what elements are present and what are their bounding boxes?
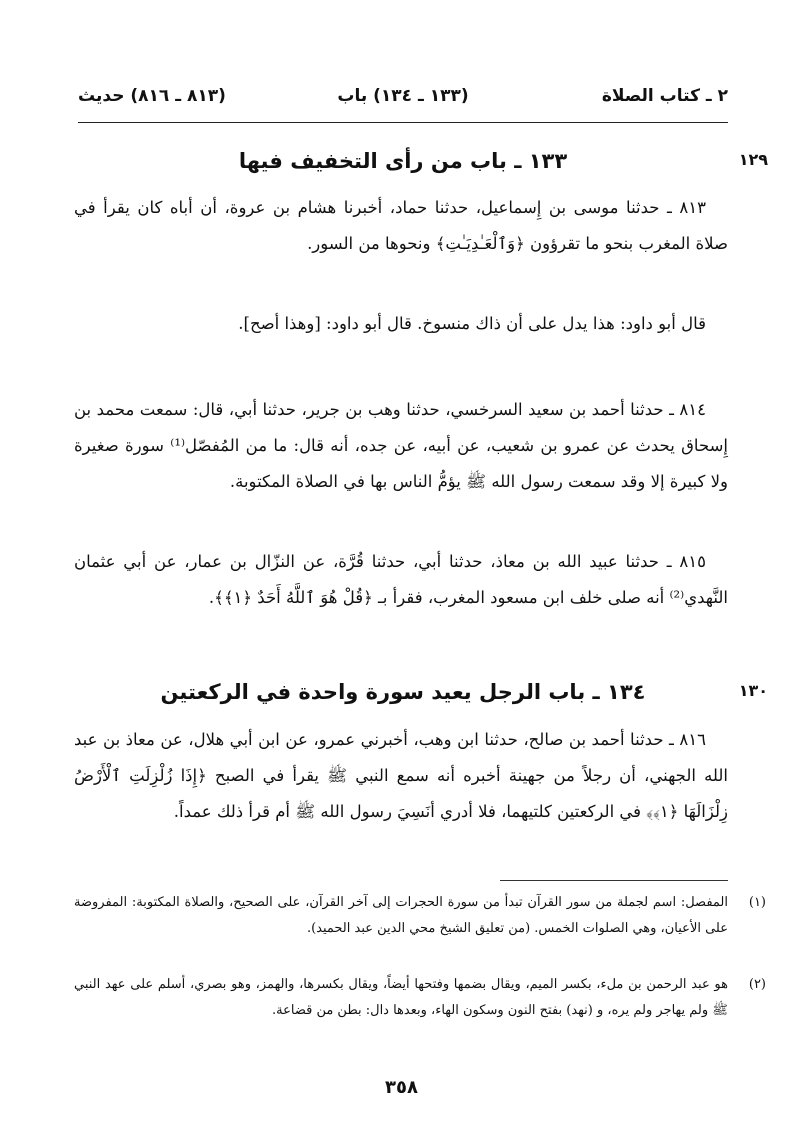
header-book-title: ٢ ـ كتاب الصلاة xyxy=(601,86,728,106)
footnote xyxy=(74,890,766,942)
footnote-mark: (١) xyxy=(748,895,766,910)
header-chapter-range: (١٣٣ ـ ١٣٤) باب xyxy=(337,86,469,106)
chapter-margin-number: ١٣٠ xyxy=(738,681,768,700)
chapter-margin-number: ١٢٩ xyxy=(738,150,768,169)
header-hadith-range: (٨١٣ ـ ٨١٦) حديث xyxy=(78,86,226,106)
footnote-text: المفصل: اسم لجملة من سور القرآن تبدأ من سورة الحجرات إلى آخر القرآن، على الصحيح، والصلاة المكتوبة: المفروضة على الأعيان، وهي الصلوات الخمس. (من تعليق الشيخ محي الدين عبد الحميد). xyxy=(74,895,728,936)
header-divider xyxy=(78,122,728,123)
commentary-paragraph: قال أبو داود: هذا يدل على أن ذاك منسوخ. قال أبو داود: [وهذا أصح]. xyxy=(238,314,706,333)
chapter-title: ١٣٤ ـ باب الرجل يعيد سورة واحدة في الركعتين xyxy=(160,680,646,704)
hadith-paragraph: ٨١٦ ـ حدثنا أحمد بن صالح، حدثنا ابن وهب، أخبرني عمرو، عن ابن أبي هلال، عن معاذ بن عبد الله الجهني، أن رجلاً من جهينة أخبره أنه سمع النبي ﷺ يقرأ في الصبح ﴿إِذَا زُلْزِلَتِ ٱلْأَرْضُ زِلْزَالَهَا ﴿١﴾﴾ في الركعتين كلتيهما، فلا أدري أنَسِيَ رسول الله ﷺ أم قرأ ذلك عمداً. xyxy=(74,730,728,821)
hadith-paragraph: ٨١٤ ـ حدثنا أحمد بن سعيد السرخسي، حدثنا وهب بن جرير، حدثنا أبي، قال: سمعت محمد بن إِسحاق يحدث عن عمرو بن شعيب، عن أبيه، عن جده، أنه قال: ما من المُفصّل⁽¹⁾ سورة صغيرة ولا كبيرة إلا وقد سمعت رسول الله ﷺ يؤمُّ الناس بها في الصلاة المكتوبة. xyxy=(74,400,729,491)
footnote-text: هو عبد الرحمن بن ملء، بكسر الميم، ويقال بضمها وفتحها أيضاً، ويقال بكسرها، والهمز، وهو بصري، أسلم على عهد النبي ﷺ ولم يهاجر ولم يره، و (نهد) بفتح النون وسكون الهاء، وبعدها دال: بطن من قضاعة. xyxy=(74,977,728,1018)
footnote-divider xyxy=(500,880,728,881)
hadith-paragraph: ٨١٥ ـ حدثنا عبيد الله بن معاذ، حدثنا أبي، حدثنا قُرَّة، عن النزّال بن عمار، عن أبي عثمان النَّهدي⁽²⁾ أنه صلى خلف ابن مسعود المغرب، فقرأ بـ ﴿قُلْ هُوَ ٱللَّهُ أَحَدٌ ﴿١﴾﴾. xyxy=(74,552,728,607)
footnote-mark: (٢) xyxy=(748,977,766,992)
page-number: ٣٥٨ xyxy=(385,1077,418,1098)
footnote xyxy=(74,972,766,1024)
hadith-paragraph: ٨١٣ ـ حدثنا موسى بن إِسماعيل، حدثنا حماد، أخبرنا هشام بن عروة، أن أباه كان يقرأ في صلاة المغرب بنحو ما تقرؤون ﴿وَٱلْعَـٰدِيَـٰتِ﴾ ونحوها من السور. xyxy=(74,198,728,253)
chapter-title: ١٣٣ ـ باب من رأى التخفيف فيها xyxy=(238,149,568,173)
running-header xyxy=(78,86,728,112)
